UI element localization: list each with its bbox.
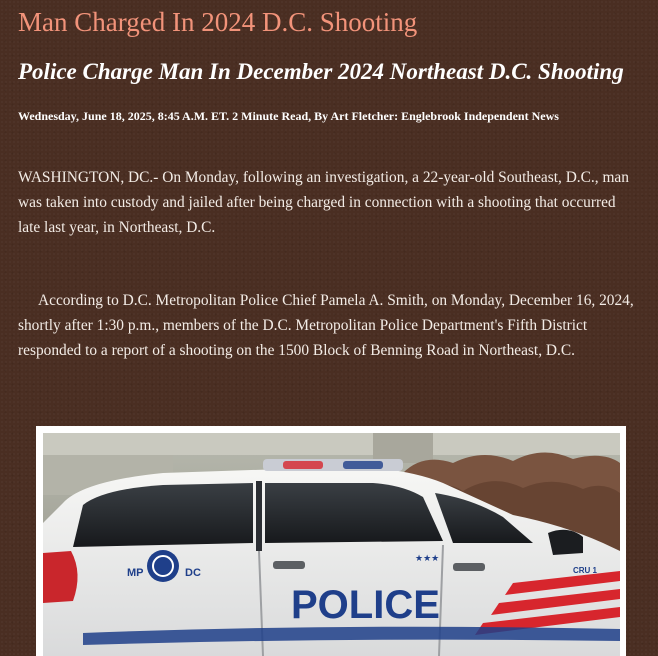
badge-left-text: MP <box>127 567 144 579</box>
police-door-text: POLICE <box>291 583 440 627</box>
police-car-photo <box>43 433 620 656</box>
article-subheadline: Police Charge Man In December 2024 Northeast D.C. Shooting <box>18 59 624 84</box>
article <box>18 0 638 363</box>
badge-right-text: DC <box>185 567 201 579</box>
article-byline: Wednesday, June 18, 2025, 8:45 A.M. ET. 2 Minute Read, By Art Fletcher: Englebrook Independent News <box>18 109 559 123</box>
svg-text:★★★: ★★★ <box>415 554 440 564</box>
article-headline: Man Charged In 2024 D.C. Shooting <box>18 7 418 37</box>
unit-number-text: CRU 1 <box>573 566 598 575</box>
article-paragraph: According to D.C. Metropolitan Police Chief Pamela A. Smith, on Monday, December 16, 2024, shortly after 1:30 p.m., members of the D.C. Metropolitan Police Department's Fifth District responded to a report of a shooting on the 1500 Block of Benning Road in Northeast, D.C. <box>18 292 634 359</box>
article-paragraph: WASHINGTON, DC.- On Monday, following an investigation, a 22-year-old Southeast, D.C., man was taken into custody and jailed after being charged in connection with a shooting that occurred late last year, in Northeast, D.C. <box>18 169 629 236</box>
article-photo-frame <box>36 426 626 656</box>
police-car-illustration <box>43 433 620 656</box>
